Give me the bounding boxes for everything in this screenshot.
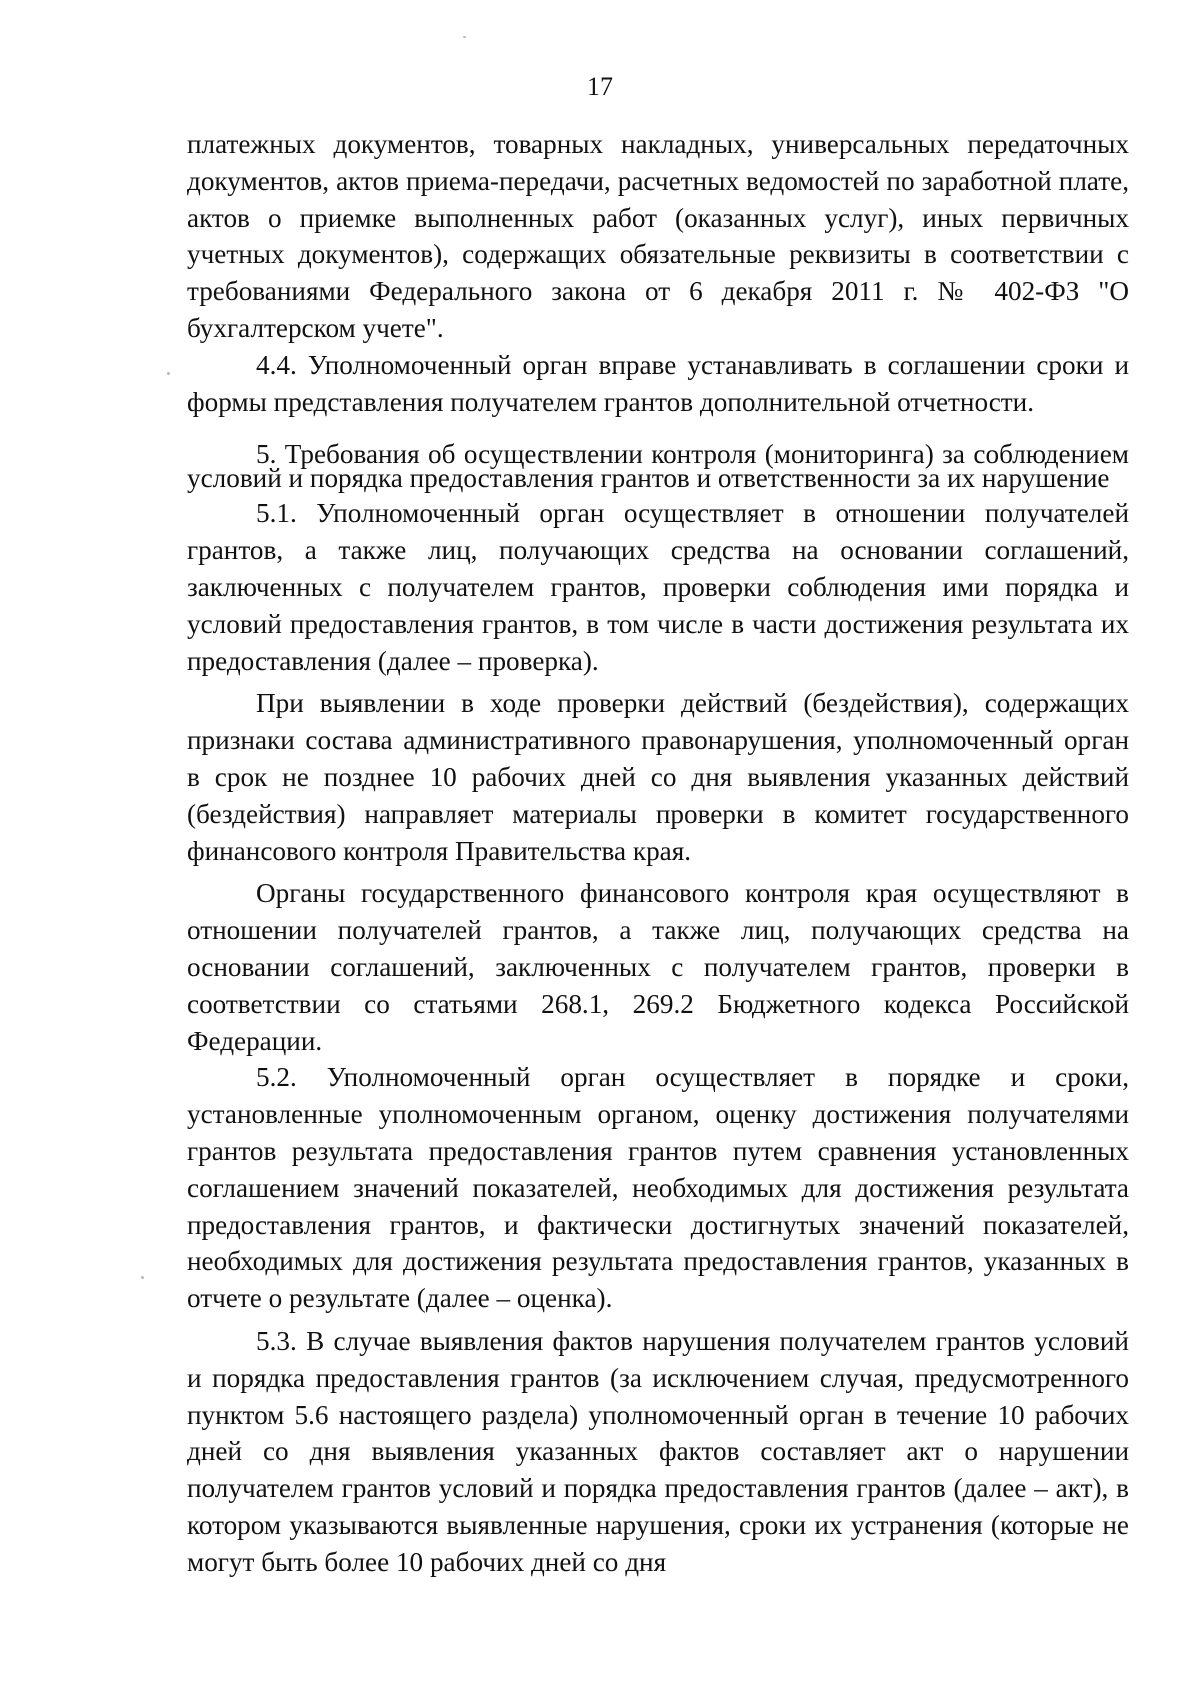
paragraph-5-3: 5.3. В случае выявления фактов нарушения получателем грантов условий и порядка предоставления грантов (за исключением случая, предусмотренного пунктом 5.6 настоящего раздела) уполномоченный орган в течение 10 рабочих дней со дня выявления указанных фактов составляет акт о нарушении получателем грантов условий и порядка предоставления грантов (далее – акт), в котором указываются выявленные нарушения, сроки их устранения (которые не могут быть более 10 рабочих дней со дня [187, 1325, 1129, 1577]
paragraph-5-1-violations: При выявлении в ходе проверки действий (бездействия), содержащих признаки состава административного правонарушения, уполномоченный орган в срок не позднее 10 рабочих дней со дня выявления указанных действий (бездействия) направляет материалы проверки в комитет государственного финансового контроля Правительства края. [187, 688, 1129, 866]
paragraph-5-1: 5.1. Уполномоченный орган осуществляет в отношении получателей грантов, а также лиц, получающих средства на основании соглашений, заключенных с получателем грантов, проверки соблюдения ими порядка и условий предоставления грантов, в том числе в части достижения результата их предоставления (далее – проверка). [187, 498, 1129, 676]
page-number: 17 [587, 72, 613, 101]
paragraph-4-4: 4.4. Уполномоченный орган вправе устанавливать в соглашении сроки и формы представления получателем грантов дополнительной отчетности. [187, 349, 1129, 417]
scan-speck [463, 36, 466, 38]
scan-speck [141, 1276, 144, 1279]
scan-speck [167, 372, 170, 375]
paragraph-5-2: 5.2. Уполномоченный орган осуществляет в порядке и сроки, установленные уполномоченным органом, оценку достижения получателями грантов результата предоставления грантов путем сравнения установленных соглашением значений показателей, необходимых для достижения результата предоставления грантов, и фактически достигнутых значений показателей, необходимых для достижения результата предоставления грантов, указанных в отчете о результате (далее – оценка). [187, 1062, 1129, 1314]
section-5-heading: 5. Требования об осуществлении контроля (мониторинга) за соблюдением условий и порядка предоставления грантов и ответственности за их нарушение [187, 439, 1129, 494]
document-body [187, 126, 1129, 1580]
paragraph-5-1-financial-control: Органы государственного финансового контроля края осуществляют в отношении получателей грантов, а также лиц, получающих средства на основании соглашений, заключенных с получателем грантов, проверки в соответствии со статьями 268.1, 269.2 Бюджетного кодекса Российской Федерации. [187, 878, 1129, 1056]
paragraph-continuation: платежных документов, товарных накладных, универсальных передаточных документов, актов приема-передачи, расчетных ведомостей по заработной плате, актов о приемке выполненных работ (оказанных услуг), иных первичных учетных документов), содержащих обязательные реквизиты в соответствии с требованиями Федерального закона от 6 декабря 2011 г. № 402-ФЗ "О бухгалтерском учете". [187, 129, 1129, 343]
